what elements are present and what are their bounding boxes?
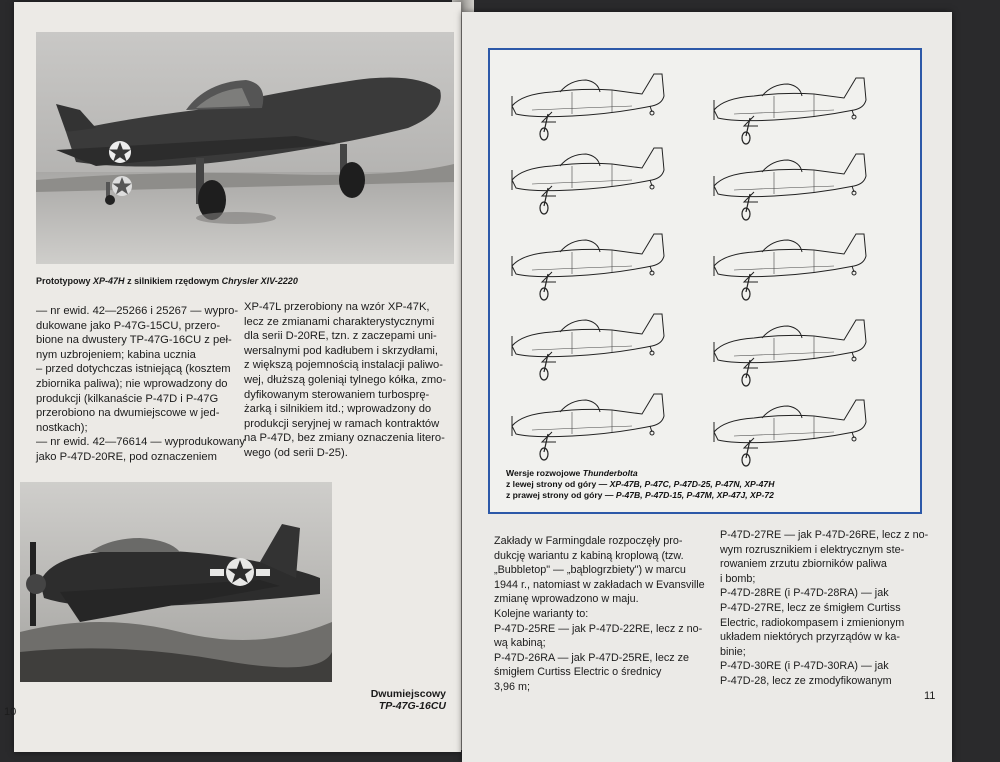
text-line: P-47D-27RE, lecz ze śmigłem Curtiss	[720, 601, 901, 614]
text-line: na P-47D, bez zmiany oznaczenia litero-	[244, 432, 445, 445]
drawings-caption	[506, 468, 774, 501]
text-line: z większą pojemnością instalacji paliwo-	[244, 359, 443, 372]
text-line: 1944 r., natomiast w zakładach w Evansville	[494, 578, 705, 591]
text-line: XP-47L przerobiony na wzór XP-47K,	[244, 301, 430, 313]
page-number-left: 10	[4, 706, 17, 718]
text-line: Kolejne warianty to:	[494, 607, 589, 620]
caption-right-models: P-47B, P-47D-15, P-47M, XP-47J, XP-72	[615, 490, 774, 500]
caption-mid: z silnikiem rzędowym	[127, 276, 220, 286]
text-line: — nr ewid. 42—76614 — wyprodukowany	[36, 436, 245, 449]
text-line: i bomb;	[720, 572, 756, 585]
caption-line1: Dwumiejscowy	[370, 688, 446, 700]
text-line: przerobiono na dwumiejscowe w jed-	[36, 407, 220, 420]
text-line: P-47D-28RE (i P-47D-28RA) — jak	[720, 587, 889, 600]
caption-left-label: z lewej strony od góry —	[506, 479, 608, 489]
photo-tp47g	[20, 482, 332, 682]
text-line: „Bubbletop" — „bąblogrzbiety") w marcu	[494, 564, 686, 577]
text-line: binie;	[720, 645, 746, 658]
text-line: jako P-47D-20RE, pod oznaczeniem	[36, 450, 217, 463]
text-line: dyfikowanym sterowaniem turbosprę-	[244, 388, 430, 401]
text-line: śmigłem Curtiss Electric o średnicy	[494, 666, 662, 679]
text-line: P-47D-27RE — jak P-47D-26RE, lecz z no-	[720, 529, 929, 541]
text-line: P-47D-30RE (i P-47D-30RA) — jak	[720, 660, 889, 673]
text-line: wego (od serii D-25).	[244, 446, 348, 459]
caption-left-models: XP-47B, P-47C, P-47D-25, P-47N, XP-47H	[609, 479, 775, 489]
caption-right-label: z prawej strony od góry —	[506, 490, 614, 500]
caption-engine: Chrysler XIV-2220	[221, 276, 298, 286]
photo-xp47h	[36, 32, 454, 264]
aircraft-drawings	[490, 50, 920, 512]
text-line: nym uzbrojeniem; kabina ucznia	[36, 348, 196, 361]
text-line: – przed dotychczas istniejącą (kosztem	[36, 363, 231, 376]
caption-line2: TP-47G-16CU	[378, 700, 446, 712]
left-text-column-1	[36, 304, 246, 465]
page-number-right: 11	[924, 690, 936, 702]
right-text-column-2	[720, 528, 948, 689]
text-line: dukowane jako P-47G-15CU, przero-	[36, 319, 221, 332]
photo-xp47h-caption	[36, 276, 298, 286]
text-line: nostkach);	[36, 421, 88, 434]
text-line: wym rozrusznikiem i elektrycznym ste-	[720, 543, 905, 556]
text-line: — nr ewid. 42—25266 i 25267 — wypro-	[36, 305, 239, 317]
caption-title-prefix: Wersje rozwojowe	[506, 468, 581, 478]
text-line: Electric, radiokompasem i zmienionym	[720, 616, 905, 629]
caption-prefix: Prototypowy	[36, 276, 91, 286]
text-line: zmianę wprowadzono w maju.	[494, 593, 639, 606]
text-line: układem niektórych przyrządów w ka-	[720, 631, 901, 644]
drawings-caption-title	[506, 468, 774, 479]
text-line: wersalnymi pod kadłubem i skrzydłami,	[244, 344, 438, 357]
right-text-column-1	[494, 534, 716, 695]
text-line: zbiornika paliwa); nie wprowadzony do	[36, 377, 228, 390]
text-line: produkcji (kilkanaście P-47D i P-47G	[36, 392, 219, 405]
caption-title-name: Thunderbolta	[582, 468, 638, 478]
text-line: Zakłady w Farmingdale rozpoczęły pro-	[494, 535, 683, 547]
text-line: żarką i silnikiem itd.; wprowadzony do	[244, 403, 432, 416]
text-line: bione na dwustery TP-47G-16CU z peł-	[36, 334, 232, 347]
photo-tp47g-caption	[346, 688, 446, 712]
drawings-caption-right	[506, 490, 774, 501]
drawings-caption-left	[506, 479, 774, 490]
text-line: wej, dłuższą goleniąi tylnego kółka, zmo-	[244, 373, 447, 386]
text-line: 3,96 m;	[494, 680, 531, 693]
left-text-column-2	[244, 300, 456, 461]
text-line: produkcji seryjnej w ramach kontraktów	[244, 417, 440, 430]
text-line: wą kabiną;	[494, 637, 546, 650]
text-line: P-47D-25RE — jak P-47D-22RE, lecz z no-	[494, 622, 703, 635]
text-line: rowaniem zrzutu zbiorników paliwa	[720, 558, 887, 571]
text-line: dukcję wariantu z kabiną kroplową (tzw.	[494, 549, 684, 562]
text-line: dla serii D-20RE, tzn. z zaczepami uni-	[244, 330, 437, 343]
drawings-frame	[488, 48, 922, 514]
text-line: P-47D-26RA — jak P-47D-25RE, lecz ze	[494, 651, 690, 664]
caption-model: XP-47H	[93, 276, 125, 286]
text-line: P-47D-28, lecz ze zmodyfikowanym	[720, 674, 892, 687]
text-line: lecz ze zmianami charakterystycznymi	[244, 315, 435, 328]
